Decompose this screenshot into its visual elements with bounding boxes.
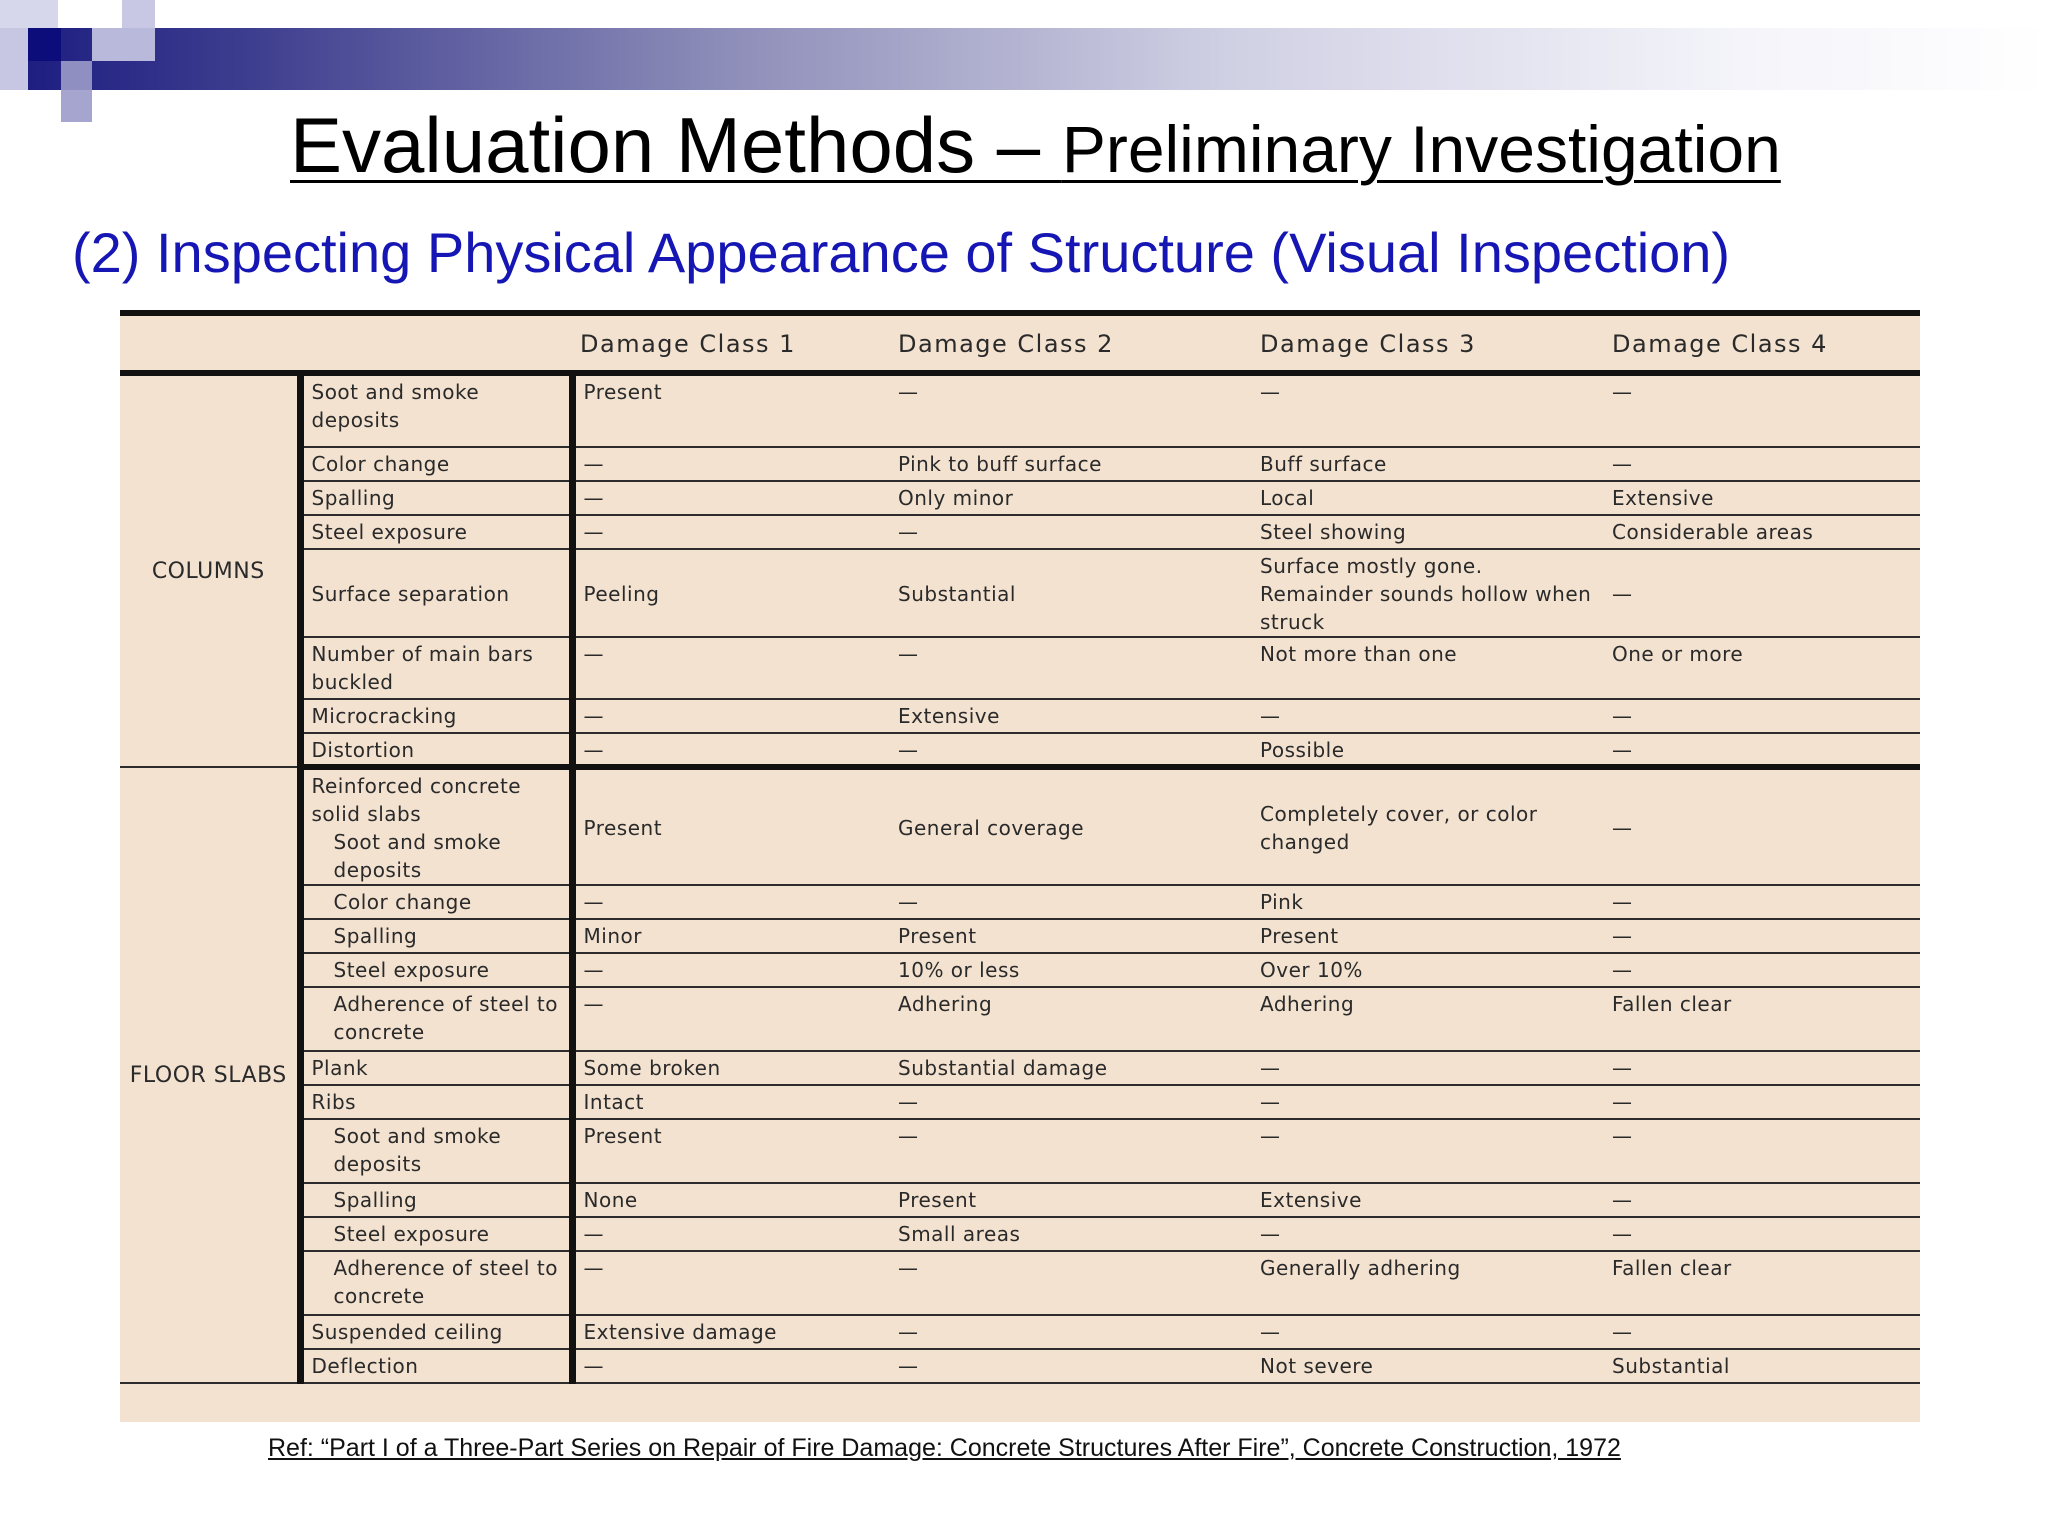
class-2-cell: 10% or less xyxy=(890,953,1252,987)
class-1-cell: Some broken xyxy=(572,1051,890,1085)
class-1-cell: — xyxy=(572,637,890,699)
class-4-cell: Extensive xyxy=(1604,481,1920,515)
feature-cell: Ribs xyxy=(300,1085,572,1119)
table-row xyxy=(120,885,1920,919)
header-gradient-bar xyxy=(0,28,2048,90)
class-3-cell: Extensive xyxy=(1252,1183,1604,1217)
feature-cell: Adherence of steel to concrete xyxy=(300,1251,572,1315)
class-3-cell: Surface mostly gone. Remainder sounds hollow when struck xyxy=(1252,549,1604,637)
class-3-cell: — xyxy=(1252,699,1604,733)
feature-cell: Spalling xyxy=(300,919,572,953)
class-2-cell: — xyxy=(890,1315,1252,1349)
class-2-cell: Substantial damage xyxy=(890,1051,1252,1085)
class-4-cell: — xyxy=(1604,1183,1920,1217)
header-square-decoration xyxy=(61,61,92,90)
class-2-cell: — xyxy=(890,1085,1252,1119)
class-3-cell: — xyxy=(1252,1217,1604,1251)
class-3-cell: Completely cover, or color changed xyxy=(1252,767,1604,885)
feature-subitem: Soot and smoke deposits xyxy=(333,830,502,882)
feature-cell: Suspended ceiling xyxy=(300,1315,572,1349)
class-1-cell: Extensive damage xyxy=(572,1315,890,1349)
feature-cell: Color change xyxy=(300,447,572,481)
class-2-cell: — xyxy=(890,733,1252,767)
slide-title-sub: Preliminary Investigation xyxy=(1061,112,1781,186)
table-row xyxy=(120,1251,1920,1315)
class-4-cell: Substantial xyxy=(1604,1349,1920,1383)
feature-cell: Color change xyxy=(300,885,572,919)
class-1-cell: — xyxy=(572,1217,890,1251)
class-1-cell: — xyxy=(572,1349,890,1383)
class-2-cell: Substantial xyxy=(890,549,1252,637)
class-2-cell: — xyxy=(890,373,1252,447)
table-row xyxy=(120,1349,1920,1383)
class-1-cell: — xyxy=(572,447,890,481)
feature-cell: Adherence of steel to concrete xyxy=(300,987,572,1051)
class-2-cell: Extensive xyxy=(890,699,1252,733)
table-row xyxy=(120,637,1920,699)
feature-cell: Spalling xyxy=(300,1183,572,1217)
class-3-cell: Not severe xyxy=(1252,1349,1604,1383)
class-3-cell: — xyxy=(1252,1085,1604,1119)
feature-cell: Microcracking xyxy=(300,699,572,733)
table-header-row xyxy=(120,313,1920,373)
class-1-cell: — xyxy=(572,1251,890,1315)
header-square-decoration xyxy=(61,90,92,122)
table-row xyxy=(120,1085,1920,1119)
class-4-cell: — xyxy=(1604,953,1920,987)
class-3-cell: — xyxy=(1252,1315,1604,1349)
header-square-decoration xyxy=(122,0,155,28)
class-4-cell: — xyxy=(1604,699,1920,733)
class-2-cell: Pink to buff surface xyxy=(890,447,1252,481)
class-4-cell: — xyxy=(1604,919,1920,953)
class-4-cell: — xyxy=(1604,885,1920,919)
class-2-cell: Present xyxy=(890,1183,1252,1217)
class-4-cell: — xyxy=(1604,549,1920,637)
header-damage-class-3: Damage Class 3 xyxy=(1252,313,1604,373)
class-3-cell: Local xyxy=(1252,481,1604,515)
class-3-cell: Buff surface xyxy=(1252,447,1604,481)
table-row xyxy=(120,373,1920,447)
table-row xyxy=(120,1183,1920,1217)
class-4-cell: — xyxy=(1604,733,1920,767)
table-row xyxy=(120,733,1920,767)
feature-cell: Number of main bars buckled xyxy=(300,637,572,699)
header-damage-class-4: Damage Class 4 xyxy=(1604,313,1920,373)
table-row xyxy=(120,919,1920,953)
class-4-cell: — xyxy=(1604,447,1920,481)
class-4-cell: — xyxy=(1604,1217,1920,1251)
class-4-cell: Fallen clear xyxy=(1604,1251,1920,1315)
class-4-cell: — xyxy=(1604,1315,1920,1349)
table-row xyxy=(120,767,1920,885)
group-label-floor-slabs: FLOOR SLABS xyxy=(120,767,300,1383)
class-1-cell: Minor xyxy=(572,919,890,953)
class-3-cell: Not more than one xyxy=(1252,637,1604,699)
class-4-cell: One or more xyxy=(1604,637,1920,699)
class-2-cell: — xyxy=(890,515,1252,549)
class-1-cell: — xyxy=(572,515,890,549)
feature-cell: Plank xyxy=(300,1051,572,1085)
reference-citation: Ref: “Part I of a Three-Part Series on Repair of Fire Damage: Concrete Structures After Fire”, Concrete Construction, 1972 xyxy=(268,1434,1621,1462)
class-4-cell: — xyxy=(1604,1119,1920,1183)
feature-cell: Distortion xyxy=(300,733,572,767)
class-3-cell: — xyxy=(1252,373,1604,447)
class-1-cell: Intact xyxy=(572,1085,890,1119)
class-1-cell: Peeling xyxy=(572,549,890,637)
table-row xyxy=(120,481,1920,515)
class-1-cell: — xyxy=(572,953,890,987)
class-4-cell: — xyxy=(1604,373,1920,447)
header-damage-class-2: Damage Class 2 xyxy=(890,313,1252,373)
class-2-cell: Present xyxy=(890,919,1252,953)
header-damage-class-1: Damage Class 1 xyxy=(572,313,890,373)
class-2-cell: — xyxy=(890,885,1252,919)
class-3-cell: — xyxy=(1252,1051,1604,1085)
class-2-cell: — xyxy=(890,1119,1252,1183)
class-3-cell: — xyxy=(1252,1119,1604,1183)
class-1-cell: Present xyxy=(572,767,890,885)
header-blank xyxy=(300,313,572,373)
table-row xyxy=(120,1217,1920,1251)
slide-title-main: Evaluation Methods – xyxy=(290,101,1062,189)
slide-title xyxy=(290,100,1840,191)
header-square-decoration xyxy=(92,28,155,61)
class-2-cell: — xyxy=(890,637,1252,699)
table-row xyxy=(120,1315,1920,1349)
class-1-cell: — xyxy=(572,699,890,733)
feature-cell xyxy=(300,767,572,885)
class-3-cell: Pink xyxy=(1252,885,1604,919)
class-1-cell: — xyxy=(572,733,890,767)
feature-cell: Deflection xyxy=(300,1349,572,1383)
feature-cell: Steel exposure xyxy=(300,953,572,987)
class-2-cell: Only minor xyxy=(890,481,1252,515)
feature-cell: Soot and smoke deposits xyxy=(300,373,572,447)
class-2-cell: — xyxy=(890,1349,1252,1383)
class-3-cell: Over 10% xyxy=(1252,953,1604,987)
feature-heading: Reinforced concrete solid slabs xyxy=(311,774,522,826)
class-4-cell: — xyxy=(1604,1051,1920,1085)
table-row xyxy=(120,1119,1920,1183)
table-row xyxy=(120,549,1920,637)
feature-cell: Spalling xyxy=(300,481,572,515)
header-square-decoration xyxy=(28,28,61,61)
class-2-cell: Adhering xyxy=(890,987,1252,1051)
group-label-columns: COLUMNS xyxy=(120,373,300,767)
class-3-cell: Generally adhering xyxy=(1252,1251,1604,1315)
class-4-cell: — xyxy=(1604,1085,1920,1119)
class-3-cell: Steel showing xyxy=(1252,515,1604,549)
class-1-cell: — xyxy=(572,987,890,1051)
class-3-cell: Possible xyxy=(1252,733,1604,767)
class-2-cell: — xyxy=(890,1251,1252,1315)
class-3-cell: Adhering xyxy=(1252,987,1604,1051)
table-row xyxy=(120,987,1920,1051)
class-4-cell: Considerable areas xyxy=(1604,515,1920,549)
class-4-cell: — xyxy=(1604,767,1920,885)
class-1-cell: Present xyxy=(572,373,890,447)
feature-cell: Surface separation xyxy=(300,549,572,637)
class-3-cell: Present xyxy=(1252,919,1604,953)
class-1-cell: — xyxy=(572,885,890,919)
feature-cell: Steel exposure xyxy=(300,1217,572,1251)
class-1-cell: None xyxy=(572,1183,890,1217)
table-row xyxy=(120,699,1920,733)
header-blank xyxy=(120,313,300,373)
feature-cell: Soot and smoke deposits xyxy=(300,1119,572,1183)
class-2-cell: General coverage xyxy=(890,767,1252,885)
slide-subtitle: (2) Inspecting Physical Appearance of Structure (Visual Inspection) xyxy=(72,221,1731,284)
class-1-cell: Present xyxy=(572,1119,890,1183)
header-square-decoration xyxy=(0,0,58,28)
class-2-cell: Small areas xyxy=(890,1217,1252,1251)
feature-cell: Steel exposure xyxy=(300,515,572,549)
table-row xyxy=(120,953,1920,987)
table-row xyxy=(120,515,1920,549)
table-row xyxy=(120,447,1920,481)
class-4-cell: Fallen clear xyxy=(1604,987,1920,1051)
damage-class-table xyxy=(120,310,1920,1422)
header-square-decoration xyxy=(0,28,28,90)
table-row xyxy=(120,1051,1920,1085)
class-1-cell: — xyxy=(572,481,890,515)
